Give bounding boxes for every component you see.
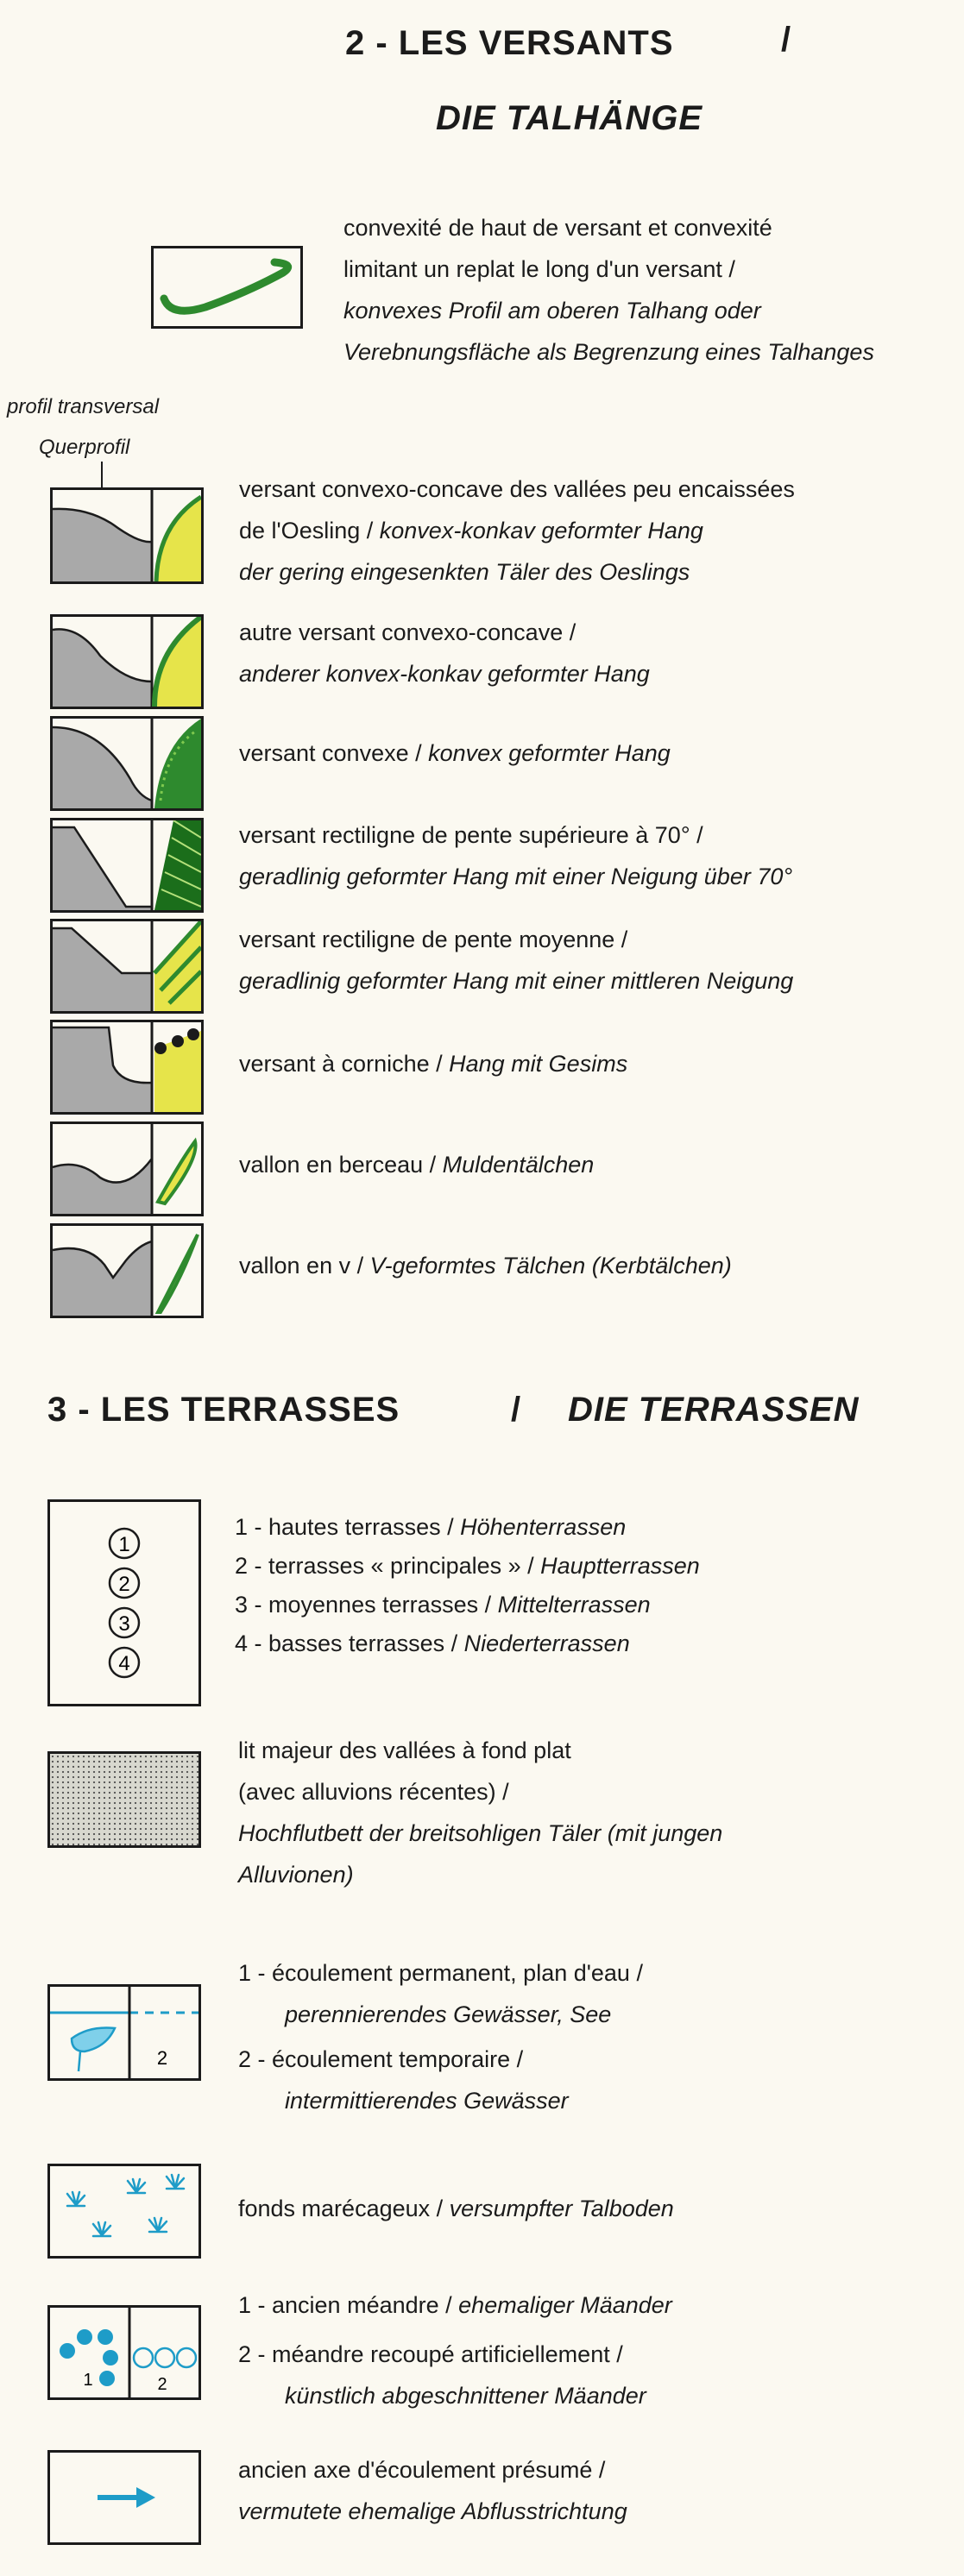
terrace-symbol-1: 1 [118, 1533, 130, 1556]
slope-8-line: vallon en v / V-geformtes Tälchen (Kerbtälchen) [239, 1253, 732, 1279]
flow-fr1: 1 - écoulement permanent, plan d'eau / [238, 1960, 643, 1986]
meander-symbol [47, 2305, 201, 2400]
flow-symbol [47, 1984, 201, 2081]
arrow-right-icon [50, 2453, 198, 2542]
axis-fr: ancien axe d'écoulement présumé / [238, 2457, 606, 2483]
slope-1-fr: versant convexo-concave des vallées peu encaissées [239, 476, 795, 502]
slope-symbol-6 [50, 1020, 204, 1115]
terrace-line-4: 4 - basses terrasses / Niederterrassen [235, 1630, 630, 1656]
terrace-line-1: 1 - hautes terrasses / Höhenterrassen [235, 1514, 627, 1540]
meander-box-label-2: 2 [157, 2375, 167, 2394]
terrace-line-3: 3 - moyennes terrasses / Mittelterrassen [235, 1592, 651, 1618]
terrace-numbers-icon [50, 1502, 198, 1704]
section-3-title: 3 - LES TERRASSES [47, 1391, 400, 1429]
section-2-title: 2 - LES VERSANTS [345, 24, 674, 62]
section-2-title-de: DIE TALHÄNGE [436, 99, 703, 137]
slope-symbol-8 [50, 1223, 204, 1318]
marsh-tufts-icon [50, 2166, 198, 2256]
meander-box-label-1: 1 [83, 2371, 93, 2390]
v-valley-icon [53, 1226, 201, 1316]
slope-symbol-3 [50, 716, 204, 811]
slope-3-line: versant convexe / konvex geformter Hang [239, 740, 671, 766]
meander-line-1: 1 - ancien méandre / ehemaliger Mäander [238, 2292, 672, 2318]
marsh-symbol [47, 2164, 201, 2259]
flow-box-label: 2 [156, 2047, 168, 2069]
flow-de2: intermittierendes Gewässer [285, 2088, 569, 2114]
terrace-symbol-3: 3 [118, 1612, 130, 1636]
slope-5-de: geradlinig geformter Hang mit einer mittleren Neigung [239, 968, 794, 994]
slope-symbol-1 [50, 487, 204, 584]
section-3-slash: / [511, 1391, 522, 1429]
slope-6-line: versant à corniche / Hang mit Gesims [239, 1051, 628, 1077]
section-3-title-de: DIE TERRASSEN [568, 1391, 860, 1429]
cornice-slope-icon [53, 1022, 201, 1112]
slope-7-line: vallon en berceau / Muldentälchen [239, 1152, 595, 1178]
meander-de2: künstlich abgeschnittener Mäander [285, 2383, 646, 2409]
floodplain-symbol [47, 1751, 201, 1848]
convexity-symbol [151, 246, 303, 329]
terrace-symbol-2: 2 [118, 1573, 130, 1596]
convex-concave-profile-icon [53, 490, 201, 581]
slope-4-de: geradlinig geformter Hang mit einer Neigung über 70° [239, 864, 793, 889]
medium-straight-slope-icon [53, 921, 201, 1011]
meander-circles-icon [50, 2308, 198, 2397]
slope-symbol-2 [50, 614, 204, 709]
water-flow-icon [50, 1987, 198, 2078]
steep-straight-slope-icon [53, 820, 201, 910]
floodplain-text: lit majeur des vallées à fond plat (avec alluvions récentes) / Hochflutbett der breitsohligen Täler (mit jungen Alluvionen) [238, 1737, 723, 1888]
slope-symbol-5 [50, 919, 204, 1014]
convexity-curve-icon [154, 248, 300, 326]
flow-axis-symbol [47, 2450, 201, 2545]
terrace-line-2: 2 - terrasses « principales » / Hauptterrassen [235, 1553, 700, 1579]
slope-5-fr: versant rectiligne de pente moyenne / [239, 927, 628, 952]
meander-fr2: 2 - méandre recoupé artificiellement / [238, 2341, 623, 2367]
slope-1-de2: der gering eingesenkten Täler des Oeslings [239, 559, 690, 585]
title-slash: / [781, 21, 792, 59]
profile-label-fr: profil transversal [7, 395, 160, 418]
flow-de1: perennierendes Gewässer, See [285, 2001, 612, 2027]
axis-de: vermutete ehemalige Abflusstrichtung [238, 2498, 627, 2524]
terraces-symbol [47, 1499, 201, 1706]
flow-fr2: 2 - écoulement temporaire / [238, 2046, 524, 2072]
slope-symbol-7 [50, 1122, 204, 1216]
convex-slope-icon [53, 719, 201, 808]
profile-label-de: Querprofil [39, 436, 130, 459]
terrace-symbol-4: 4 [118, 1652, 130, 1675]
convexity-text: convexité de haut de versant et convexité limitant un replat le long d'un versant / konvexes Profil am oberen Talhang oder Verebnungsfläche als Begrenzung eines Talhanges [343, 215, 874, 365]
slope-2-fr: autre versant convexo-concave / [239, 619, 577, 645]
slope-symbol-4 [50, 818, 204, 913]
other-convex-concave-icon [53, 617, 201, 707]
marsh-line: fonds marécageux / versumpfter Talboden [238, 2196, 674, 2221]
cradle-valley-icon [53, 1124, 201, 1214]
slope-4-fr: versant rectiligne de pente supérieure à 70° / [239, 822, 703, 848]
slope-1-line2: de l'Oesling / konvex-konkav geformter Hang [239, 518, 703, 543]
slope-2-de: anderer konvex-konkav geformter Hang [239, 661, 650, 687]
